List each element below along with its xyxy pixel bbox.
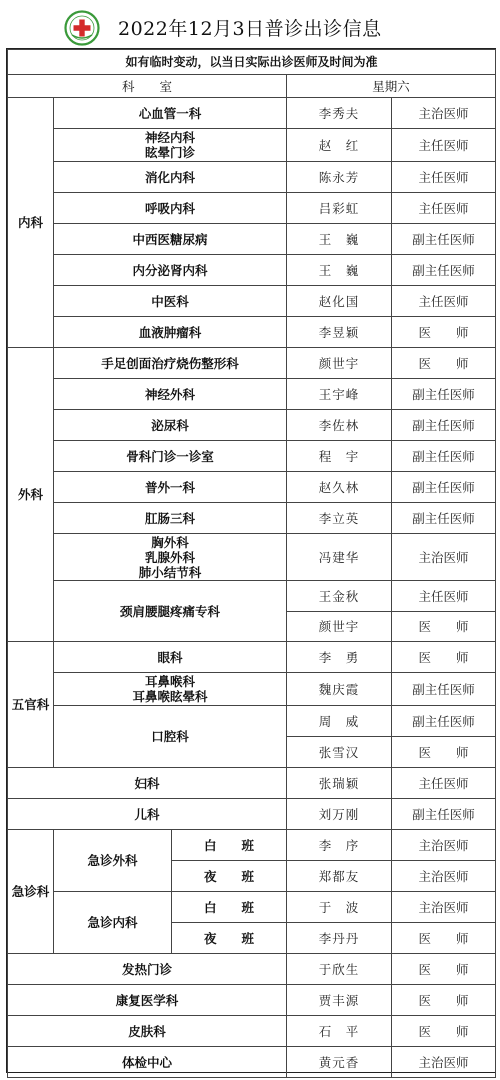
department-name: 手足创面治疗烧伤整形科 — [54, 348, 287, 379]
department-name: 肛肠三科 — [54, 503, 287, 534]
category-emergency: 急诊科 — [8, 830, 54, 954]
doctor-title: 副主任医师 — [392, 379, 496, 410]
doctor-name: 贾丰源 — [287, 985, 392, 1016]
doctor-name: 颜世宇 — [287, 348, 392, 379]
category-surgery: 外科 — [8, 348, 54, 642]
doctor-title: 主任医师 — [392, 286, 496, 317]
doctor-title: 医 师 — [392, 612, 496, 642]
doctor-name: 于 波 — [287, 892, 392, 923]
doctor-name: 石 平 — [287, 1016, 392, 1047]
doctor-title: 医 师 — [392, 737, 496, 768]
doctor-title: 医 师 — [392, 954, 496, 985]
doctor-name: 赵化国 — [287, 286, 392, 317]
doctor-name: 李佐林 — [287, 410, 392, 441]
doctor-title: 副主任医师 — [392, 673, 496, 706]
doctor-title: 副主任医师 — [392, 799, 496, 830]
doctor-title: 副主任医师 — [392, 503, 496, 534]
doctor-name: 李 勇 — [287, 642, 392, 673]
category-internal: 内科 — [8, 98, 54, 348]
doctor-title: 主治医师 — [392, 892, 496, 923]
department-name: 中西医糖尿病 — [54, 224, 287, 255]
department-name: 眼科 — [54, 642, 287, 673]
doctor-name: 于欣生 — [287, 954, 392, 985]
department-name: 康复医学科 — [8, 985, 287, 1016]
department-name: 妇科 — [8, 768, 287, 799]
doctor-name: 李 序 — [287, 830, 392, 861]
doctor-name: 李昱颖 — [287, 317, 392, 348]
schedule-table — [7, 49, 496, 1078]
doctor-name: 李秀夫 — [287, 98, 392, 129]
department-name: 颈肩腰腿疼痛专科 — [54, 581, 287, 642]
department-name: 胸外科 乳腺外科 肺小结节科 — [54, 534, 287, 581]
doctor-title: 副主任医师 — [392, 441, 496, 472]
doctor-title: 医 师 — [392, 985, 496, 1016]
department-name: 急诊外科 — [54, 830, 172, 892]
doctor-name: 李立英 — [287, 503, 392, 534]
doctor-title: 主治医师 — [392, 830, 496, 861]
department-name: 发热门诊 — [8, 954, 287, 985]
department-name: 神经内科 眩晕门诊 — [54, 129, 287, 162]
doctor-name: 程 宇 — [287, 441, 392, 472]
page-title: 2022年12月3日普诊出诊信息 — [118, 18, 382, 40]
doctor-title: 医 师 — [392, 1016, 496, 1047]
doctor-name: 张瑞颖 — [287, 768, 392, 799]
doctor-title: 副主任医师 — [392, 255, 496, 286]
department-name: 体检中心 — [8, 1047, 287, 1078]
department-name: 皮肤科 — [8, 1016, 287, 1047]
doctor-name: 赵久林 — [287, 472, 392, 503]
department-name: 神经外科 — [54, 379, 287, 410]
doctor-name: 黄元香 — [287, 1047, 392, 1078]
department-name: 消化内科 — [54, 162, 287, 193]
doctor-name: 周 威 — [287, 706, 392, 737]
department-name: 普外一科 — [54, 472, 287, 503]
doctor-name: 郑都友 — [287, 861, 392, 892]
doctor-title: 主治医师 — [392, 534, 496, 581]
doctor-title: 医 师 — [392, 642, 496, 673]
doctor-title: 副主任医师 — [392, 706, 496, 737]
department-name: 血液肿瘤科 — [54, 317, 287, 348]
doctor-name: 魏庆霞 — [287, 673, 392, 706]
shift-label: 夜 班 — [172, 923, 287, 954]
shift-label: 白 班 — [172, 892, 287, 923]
doctor-title: 副主任医师 — [392, 472, 496, 503]
doctor-title: 主任医师 — [392, 768, 496, 799]
doctor-title: 副主任医师 — [392, 224, 496, 255]
doctor-name: 颜世宇 — [287, 612, 392, 642]
column-header-saturday: 星期六 — [287, 75, 496, 98]
doctor-title: 副主任医师 — [392, 410, 496, 441]
hospital-logo-icon — [64, 10, 100, 46]
shift-label: 白 班 — [172, 830, 287, 861]
doctor-name: 李丹丹 — [287, 923, 392, 954]
doctor-title: 主任医师 — [392, 581, 496, 612]
department-name: 急诊内科 — [54, 892, 172, 954]
doctor-name: 王宇峰 — [287, 379, 392, 410]
doctor-name: 赵 红 — [287, 129, 392, 162]
doctor-name: 王 巍 — [287, 255, 392, 286]
schedule-sheet — [6, 48, 496, 1073]
shift-label: 夜 班 — [172, 861, 287, 892]
department-name: 心血管一科 — [54, 98, 287, 129]
department-name: 呼吸内科 — [54, 193, 287, 224]
department-name: 内分泌肾内科 — [54, 255, 287, 286]
department-name: 口腔科 — [54, 706, 287, 768]
doctor-name: 陈永芳 — [287, 162, 392, 193]
column-header-department: 科 室 — [8, 75, 287, 98]
department-name: 儿科 — [8, 799, 287, 830]
doctor-title: 主治医师 — [392, 98, 496, 129]
department-name: 骨科门诊一诊室 — [54, 441, 287, 472]
doctor-title: 主任医师 — [392, 162, 496, 193]
doctor-title: 医 师 — [392, 317, 496, 348]
department-name: 泌尿科 — [54, 410, 287, 441]
doctor-title: 医 师 — [392, 348, 496, 379]
doctor-title: 主任医师 — [392, 129, 496, 162]
doctor-title: 主任医师 — [392, 193, 496, 224]
department-name: 中医科 — [54, 286, 287, 317]
notice-text: 如有临时变动，以当日实际出诊医师及时间为准 — [8, 50, 496, 75]
doctor-name: 冯建华 — [287, 534, 392, 581]
doctor-title: 主治医师 — [392, 1047, 496, 1078]
doctor-name: 张雪汉 — [287, 737, 392, 768]
doctor-title: 主治医师 — [392, 861, 496, 892]
doctor-name: 吕彩虹 — [287, 193, 392, 224]
doctor-title: 医 师 — [392, 923, 496, 954]
department-name: 耳鼻喉科 耳鼻喉眩晕科 — [54, 673, 287, 706]
doctor-name: 刘万刚 — [287, 799, 392, 830]
doctor-name: 王金秋 — [287, 581, 392, 612]
doctor-name: 王 巍 — [287, 224, 392, 255]
category-ent: 五官科 — [8, 642, 54, 768]
